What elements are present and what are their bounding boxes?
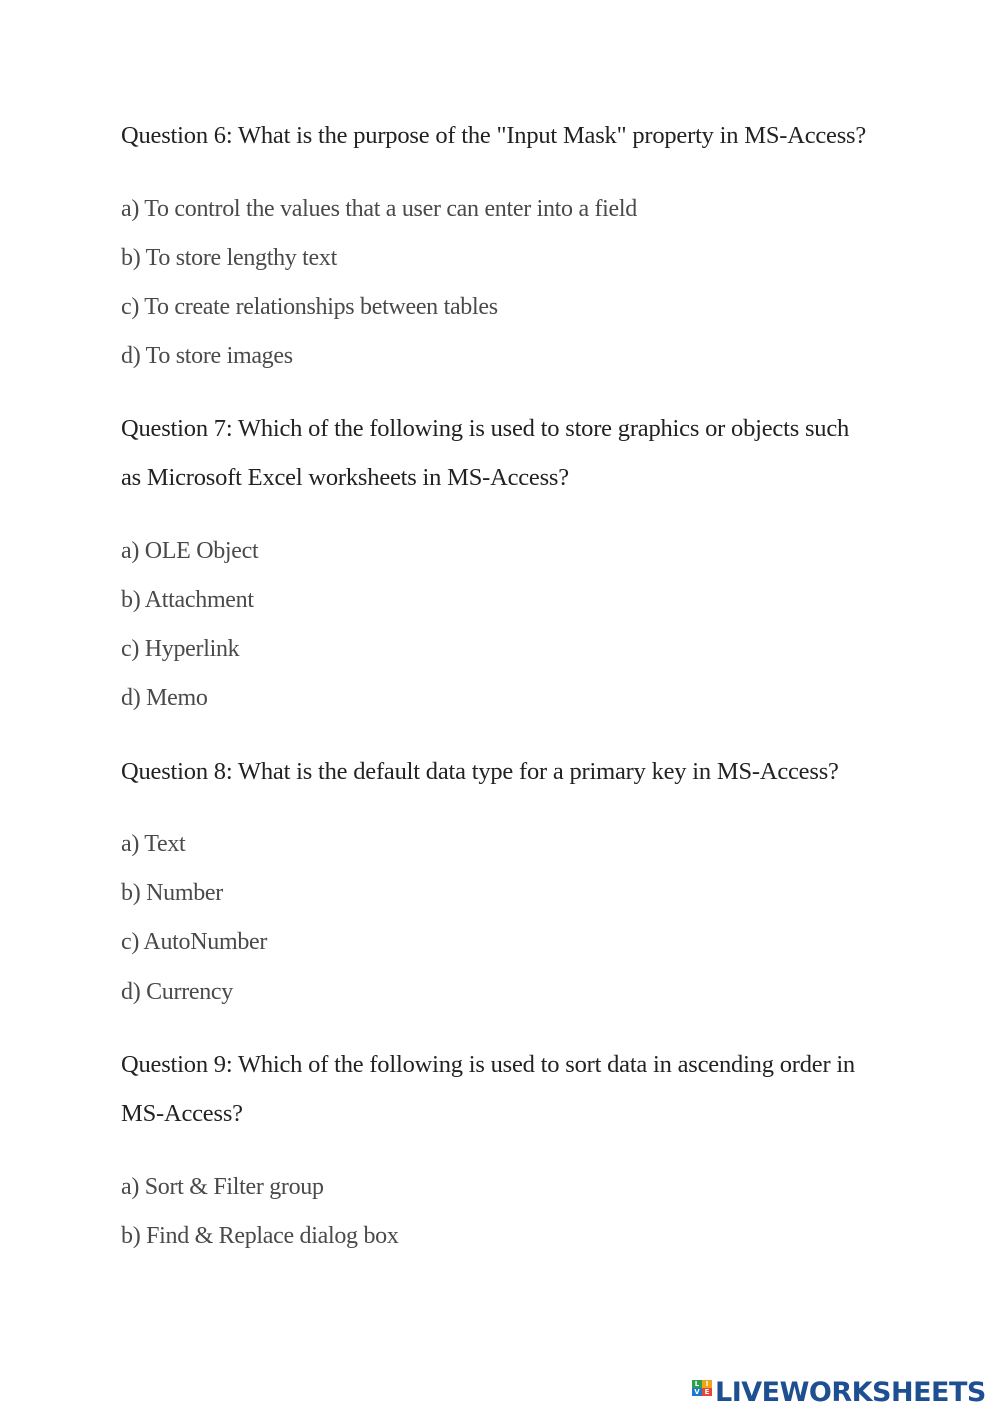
question-6-option-b: b) To store lengthy text xyxy=(121,245,337,271)
question-8-option-b: b) Number xyxy=(121,880,223,906)
live-logo-mark-icon xyxy=(692,1380,712,1404)
question-7-text-line-1: Question 7: Which of the following is used to store graphics or objects such xyxy=(121,415,850,442)
logo-wordmark: LIVEWORKSHEETS xyxy=(715,1376,986,1408)
question-7-option-a: a) OLE Object xyxy=(121,538,259,564)
question-6-option-a: a) To control the values that a user can enter into a field xyxy=(121,196,637,222)
question-6-option-c: c) To create relationships between tables xyxy=(121,294,498,320)
question-7-option-d: d) Memo xyxy=(121,685,208,711)
logo-letter-e: E xyxy=(702,1388,712,1396)
question-7-option-b: b) Attachment xyxy=(121,587,254,613)
logo-letter-v: V xyxy=(692,1388,702,1396)
question-9-text-line-2: MS-Access? xyxy=(121,1100,243,1127)
question-6-text: Question 6: What is the purpose of the "Input Mask" property in MS-Access? xyxy=(121,122,867,149)
question-8-option-a: a) Text xyxy=(121,831,186,857)
logo-letter-l: L xyxy=(692,1380,702,1388)
question-9-text-line-1: Question 9: Which of the following is used to sort data in ascending order in xyxy=(121,1051,855,1078)
question-6-option-d: d) To store images xyxy=(121,343,293,369)
question-8-text: Question 8: What is the default data type for a primary key in MS-Access? xyxy=(121,758,839,785)
question-9-option-b: b) Find & Replace dialog box xyxy=(121,1223,399,1249)
question-8-option-c: c) AutoNumber xyxy=(121,929,268,955)
logo-letter-i: I xyxy=(702,1380,712,1388)
question-7-option-c: c) Hyperlink xyxy=(121,636,240,662)
question-9-option-a: a) Sort & Filter group xyxy=(121,1174,324,1200)
question-7-text-line-2: as Microsoft Excel worksheets in MS-Access? xyxy=(121,464,569,491)
question-8-option-d: d) Currency xyxy=(121,979,233,1005)
liveworksheets-logo xyxy=(692,1376,986,1408)
